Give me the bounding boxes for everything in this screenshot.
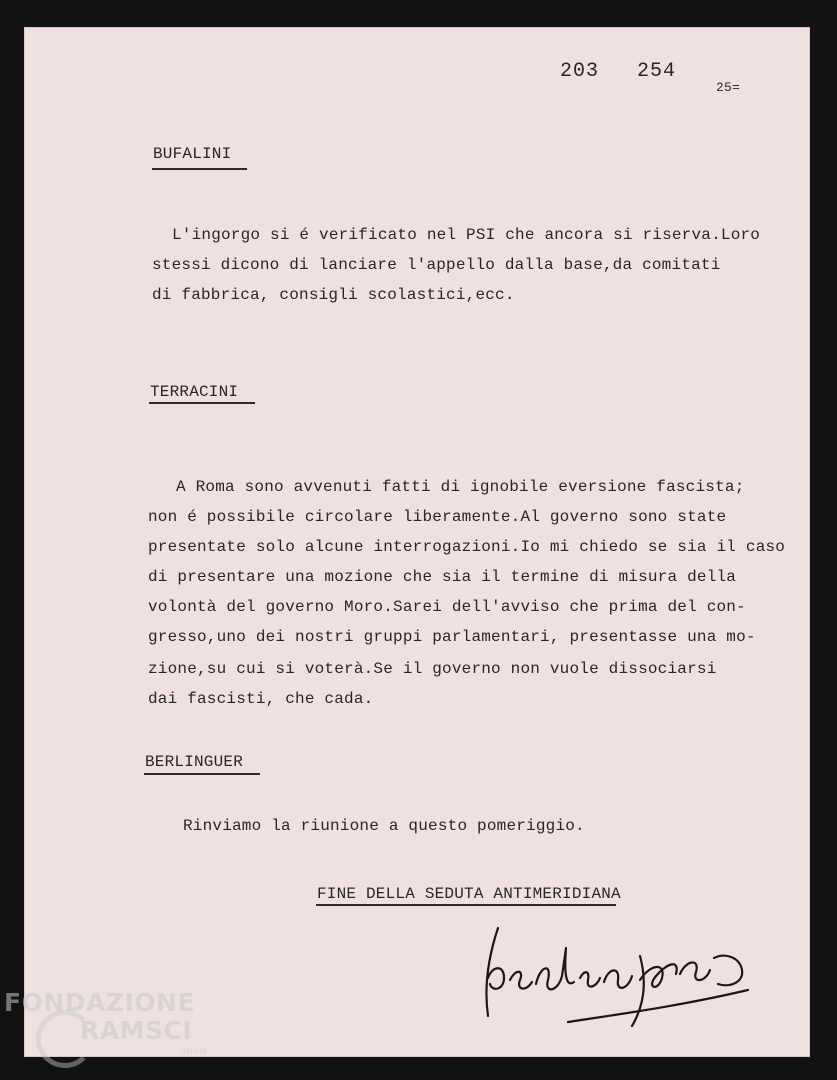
watermark-line1: FONDAZIONE <box>4 988 196 1017</box>
speaker-bufalini: BUFALINI <box>153 145 232 163</box>
speaker-underline <box>152 168 247 170</box>
text-line: non é possibile circolare liberamente.Al governo sono state <box>148 508 727 526</box>
speaker-terracini: TERRACINI <box>150 383 239 401</box>
watermark-line3: onlus <box>180 1046 207 1057</box>
text-line: Rinviamo la riunione a questo pomeriggio. <box>183 817 585 835</box>
text-line: di fabbrica, consigli scolastici,ecc. <box>152 286 515 304</box>
closing-underline <box>316 904 616 906</box>
text-line: di presentare una mozione che sia il termine di misura della <box>148 568 737 586</box>
text-line: L'ingorgo si é verificato nel PSI che ancora si riserva.Loro <box>172 226 761 244</box>
bleed-through-text <box>506 75 516 93</box>
text-line: dai fascisti, che cada. <box>148 690 374 708</box>
handwritten-signature <box>470 918 760 1038</box>
text-line: volontà del governo Moro.Sarei dell'avviso che prima del con- <box>148 598 746 616</box>
text-line: presentate solo alcune interrogazioni.Io mi chiedo se sia il caso <box>148 538 786 556</box>
text-line: zione,su cui si voterà.Se il governo non vuole dissociarsi <box>148 660 717 678</box>
speaker-underline <box>149 402 255 404</box>
watermark-line2: RAMSCI <box>80 1016 193 1045</box>
closing-line: FINE DELLA SEDUTA ANTIMERIDIANA <box>317 885 621 903</box>
doc-number-2: 254 <box>637 60 677 83</box>
page-number: 25= <box>716 80 741 95</box>
doc-number-1: 203 <box>560 60 600 83</box>
text-line: A Roma sono avvenuti fatti di ignobile eversione fascista; <box>176 478 745 496</box>
speaker-berlinguer: BERLINGUER <box>145 753 244 771</box>
text-line: gresso,uno dei nostri gruppi parlamentari, presentasse una mo- <box>148 628 756 646</box>
text-line: stessi dicono di lanciare l'appello dalla base,da comitati <box>152 256 721 274</box>
speaker-underline <box>144 773 260 775</box>
